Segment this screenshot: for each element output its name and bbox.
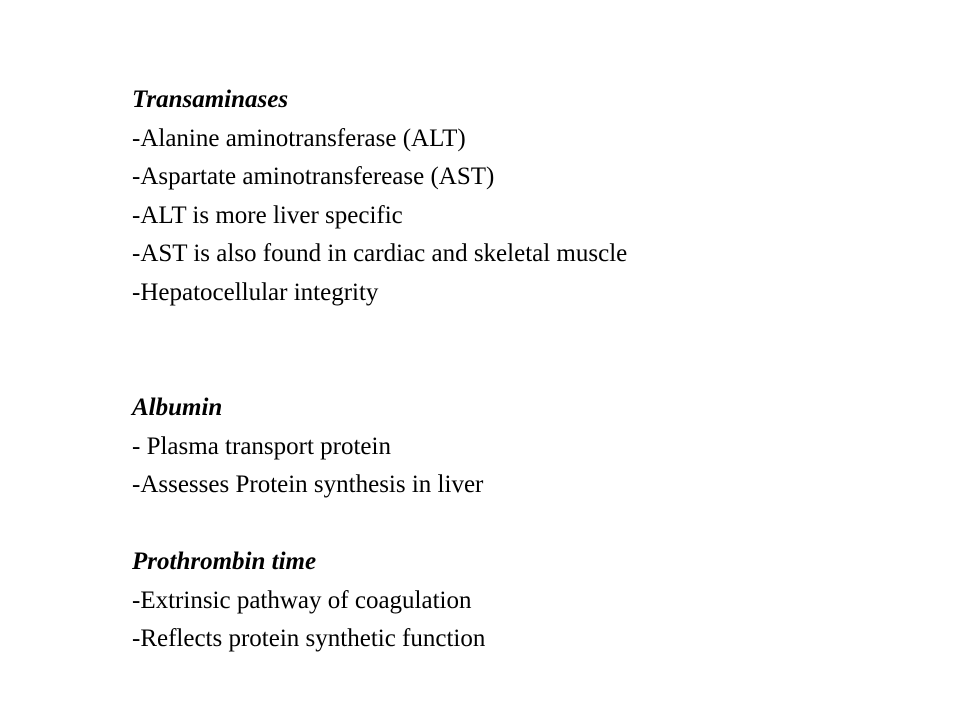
list-item: -ALT is more liver specific bbox=[132, 201, 403, 229]
prothrombin-time-list bbox=[132, 582, 485, 659]
list-item: -Hepatocellular integrity bbox=[132, 278, 379, 306]
section-heading-transaminases: Transaminases bbox=[132, 86, 289, 113]
list-item: - Plasma transport protein bbox=[132, 432, 391, 460]
albumin-list bbox=[132, 428, 483, 505]
list-item: -AST is also found in cardiac and skeletal muscle bbox=[132, 240, 628, 267]
list-item: -Alanine aminotransferase (ALT) bbox=[132, 124, 466, 152]
list-item: -Assesses Protein synthesis in liver bbox=[132, 471, 484, 498]
section-heading-albumin: Albumin bbox=[132, 394, 223, 421]
section-prothrombin-time bbox=[132, 543, 485, 659]
list-item: -Aspartate aminotransferease (AST) bbox=[132, 163, 495, 190]
section-heading-prothrombin-time: Prothrombin time bbox=[132, 548, 317, 575]
transaminases-list bbox=[132, 120, 627, 313]
section-albumin bbox=[132, 389, 483, 505]
section-transaminases bbox=[132, 81, 627, 312]
list-item: -Reflects protein synthetic function bbox=[132, 625, 486, 652]
list-item: -Extrinsic pathway of coagulation bbox=[132, 586, 472, 614]
